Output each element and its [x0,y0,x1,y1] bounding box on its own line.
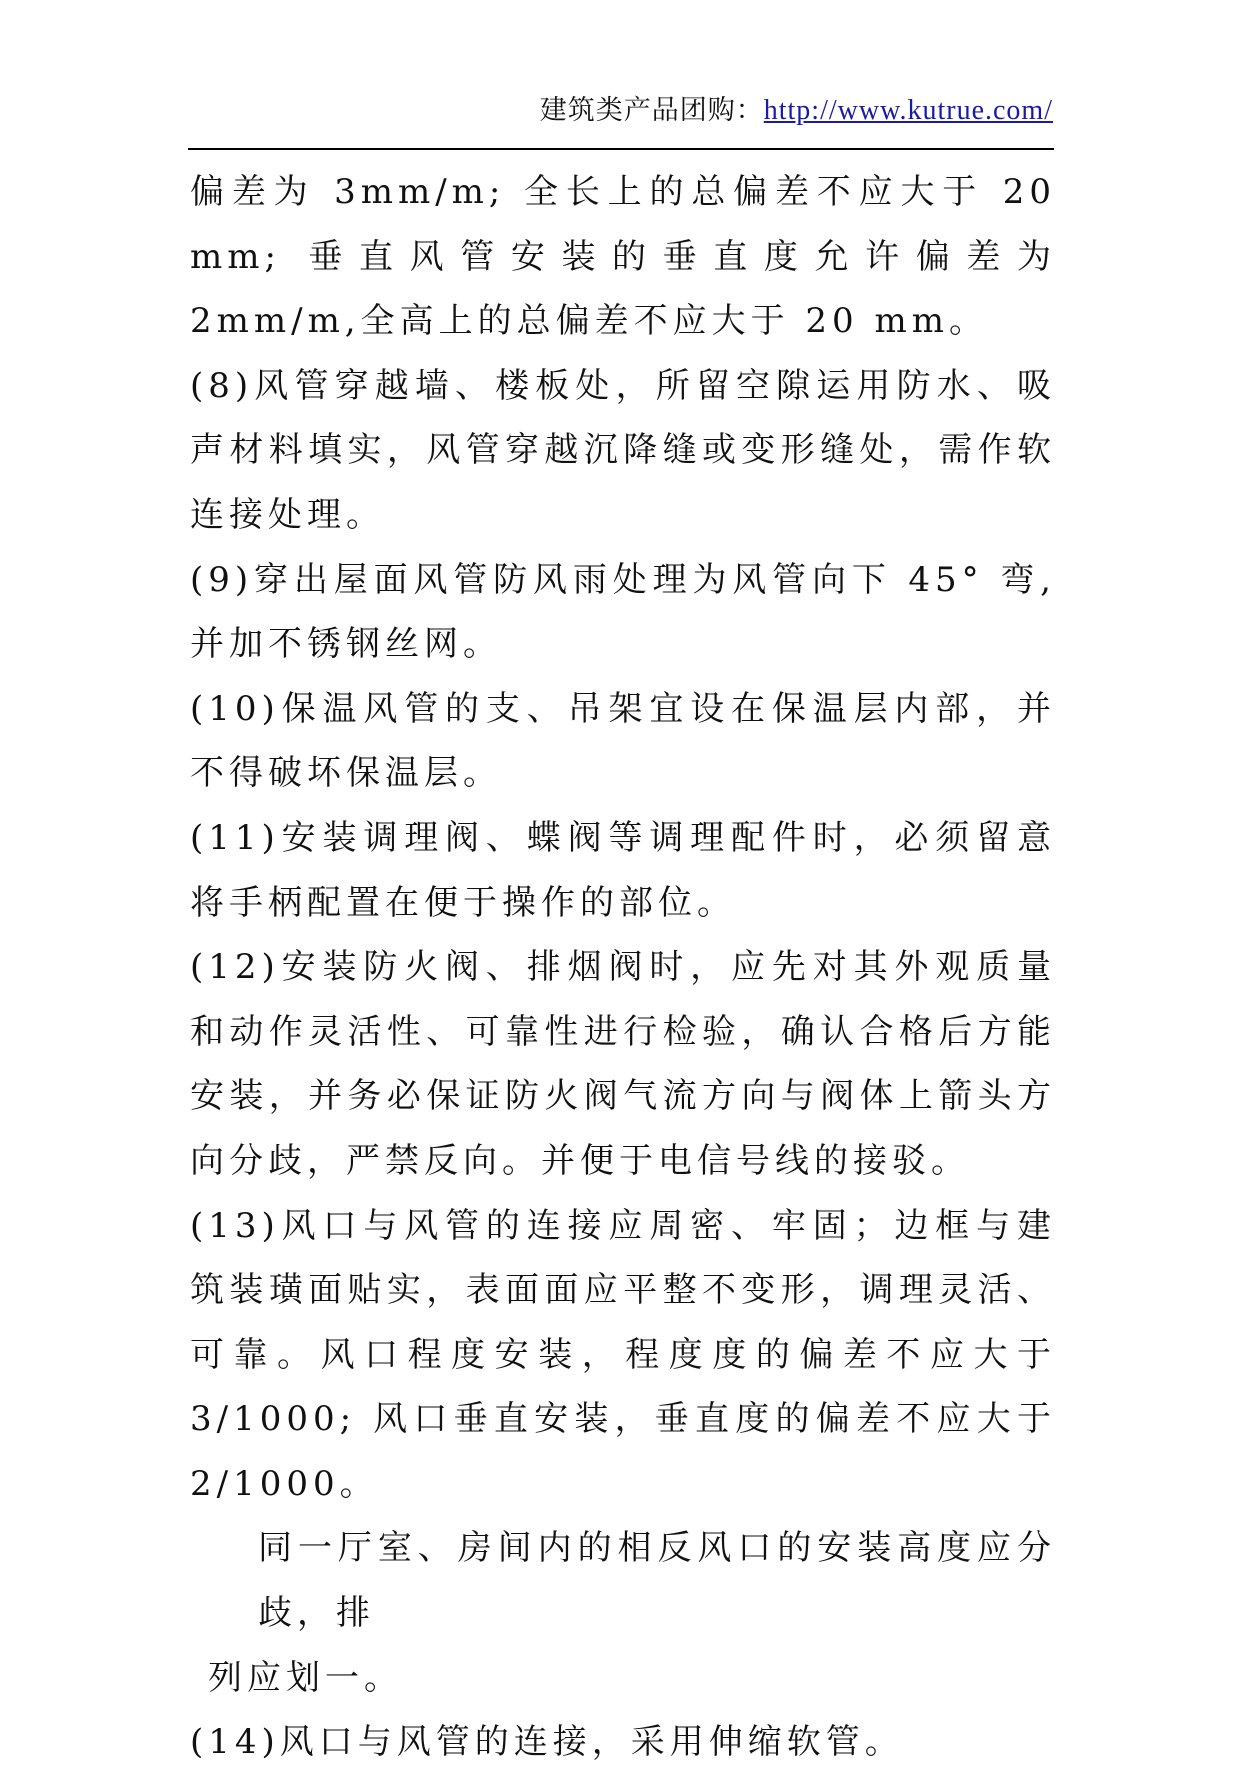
paragraph-item-10: (10)保温风管的支、吊架宜设在保温层内部，并不得破坏保温层。 [190,688,1056,794]
header-link[interactable]: http://www.kutrue.com/ [763,95,1053,126]
paragraph-item-14: (14)风口与风管的连接，采用伸缩软管。 [190,1722,904,1763]
paragraph-item-11: (11)安装调理阀、蝶阀等调理配件时，必须留意将手柄配置在便于操作的部位。 [190,817,1056,923]
paragraph-tolerance: 偏差为 3mm/m; 全长上的总偏差不应大于 20 mm; 垂直风管安装的垂直度允许偏差为 2mm/m,全高上的总偏差不应大于 20 mm。 [190,172,1056,342]
document-body [190,160,1056,1775]
indented-line-2: 列应划一。 [208,1657,403,1698]
paragraph-item-8: (8)风管穿越墙、楼板处，所留空隙运用防水、吸声材料填实，风管穿越沉降缝或变形缝处，需作软连接处理。 [190,365,1056,535]
header-label: 建筑类产品团购： [539,95,764,126]
paragraph-indented [190,1516,1056,1710]
paragraph-item-9: (9)穿出屋面风管防风雨处理为风管向下 45° 弯,并加不锈钢丝网。 [190,559,1056,665]
header-divider [188,148,1054,150]
page-header [190,88,1053,127]
paragraph-item-13: (13)风口与风管的连接应周密、牢固；边框与建筑装璜面贴实，表面面应平整不变形，调理灵活、可靠。风口程度安装，程度度的偏差不应大于 3/1000; 风口垂直安装，垂直度的偏差不应大于 2/1000。 [190,1205,1056,1504]
paragraph-item-12: (12)安装防火阀、排烟阀时，应先对其外观质量和动作灵活性、可靠性进行检验，确认合格后方能安装，并务必保证防火阀气流方向与阀体上箭头方向分歧，严禁反向。并便于电信号线的接驳。 [190,947,1056,1181]
indented-line-1: 同一厅室、房间内的相反风口的安装高度应分歧，排 [258,1528,1056,1634]
